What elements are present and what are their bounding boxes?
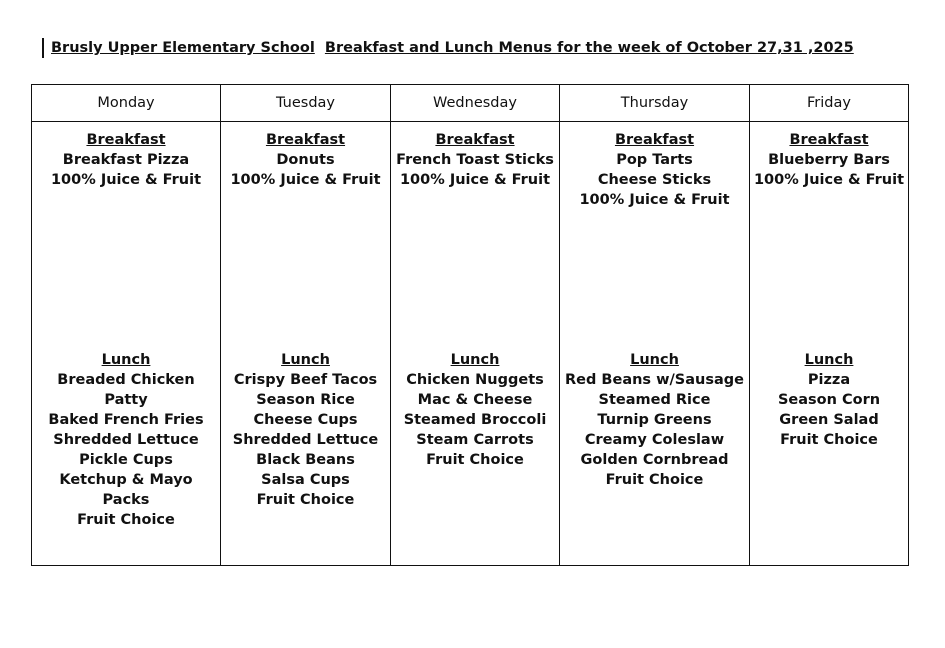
menu-item: Ketchup & Mayo [59,472,193,488]
menu-item: Crispy Beef Tacos [233,372,378,388]
day-header-friday: Friday [750,85,909,122]
lunch-section [560,350,749,490]
menu-item: Steam Carrots [416,432,534,448]
menu-item: Green Salad [779,412,879,428]
menu-item: 100% Juice & Fruit [230,172,381,188]
menu-item: Season Corn [777,392,881,408]
menu-item: Steamed Rice [598,392,711,408]
menu-cell-thursday [560,122,750,566]
menu-item: 100% Juice & Fruit [579,192,730,208]
breakfast-section [391,130,559,190]
breakfast-section [32,130,220,190]
menu-item: Cheese Sticks [597,172,712,188]
menu-item: Turnip Greens [597,412,712,428]
lunch-heading: Lunch [630,352,679,368]
lunch-section [32,350,220,530]
menu-item: Pop Tarts [616,152,693,168]
menu-item: Fruit Choice [426,452,524,468]
menu-item: Chicken Nuggets [406,372,544,388]
page-title [42,38,854,58]
lunch-section [391,350,559,470]
menu-cell-monday [32,122,221,566]
menu-item: Pizza [807,372,851,388]
menu-cell-wednesday [391,122,560,566]
menu-item: Fruit Choice [77,512,175,528]
menu-item: Fruit Choice [780,432,878,448]
menu-item: Shredded Lettuce [53,432,199,448]
menu-item: Baked French Fries [48,412,204,428]
menu-subtitle: Breakfast and Lunch Menus for the week of October 27,31 ,2025 [324,40,854,56]
lunch-heading: Lunch [281,352,330,368]
menu-cell-friday [750,122,909,566]
day-header-wednesday: Wednesday [391,85,560,122]
day-header-monday: Monday [32,85,221,122]
breakfast-section [221,130,390,190]
menu-item: Season Rice [256,392,355,408]
menu-item: Cheese Cups [253,412,358,428]
breakfast-heading: Breakfast [614,132,695,148]
menu-cell-tuesday [221,122,391,566]
breakfast-heading: Breakfast [86,132,166,148]
menu-item: Fruit Choice [256,492,355,508]
menu-item: Salsa Cups [261,472,350,488]
menu-item: Steamed Broccoli [403,412,547,428]
menu-item: Donuts [276,152,335,168]
menu-table [31,84,909,566]
menu-item: Shredded Lettuce [232,432,379,448]
menu-item: Breaded Chicken [57,372,195,388]
menu-item: Blueberry Bars [768,152,890,168]
day-header-tuesday: Tuesday [221,85,391,122]
lunch-section [221,350,390,510]
menu-item: Creamy Coleslaw [584,432,725,448]
menu-item: Patty [104,392,148,408]
breakfast-heading: Breakfast [265,132,346,148]
lunch-heading: Lunch [804,352,854,368]
menu-item: Pickle Cups [79,452,173,468]
breakfast-heading: Breakfast [435,132,515,148]
lunch-heading: Lunch [101,352,151,368]
menu-item: Golden Cornbread [580,452,729,468]
menu-item: Black Beans [256,452,355,468]
lunch-section [750,350,908,450]
lunch-heading: Lunch [450,352,500,368]
breakfast-section [750,130,908,190]
school-name: Brusly Upper Elementary School [51,40,315,56]
menu-item: Packs [102,492,150,508]
menu-item: French Toast Sticks [396,152,554,168]
menu-item: Breakfast Pizza [62,152,190,168]
menu-item: 100% Juice & Fruit [50,172,202,188]
breakfast-section [560,130,749,210]
menu-item: Red Beans w/Sausage [565,372,744,388]
menu-item: Fruit Choice [605,472,704,488]
menu-item: 100% Juice & Fruit [399,172,551,188]
day-header-thursday: Thursday [560,85,750,122]
menu-item: 100% Juice & Fruit [753,172,905,188]
menu-item: Mac & Cheese [417,392,533,408]
breakfast-heading: Breakfast [789,132,869,148]
